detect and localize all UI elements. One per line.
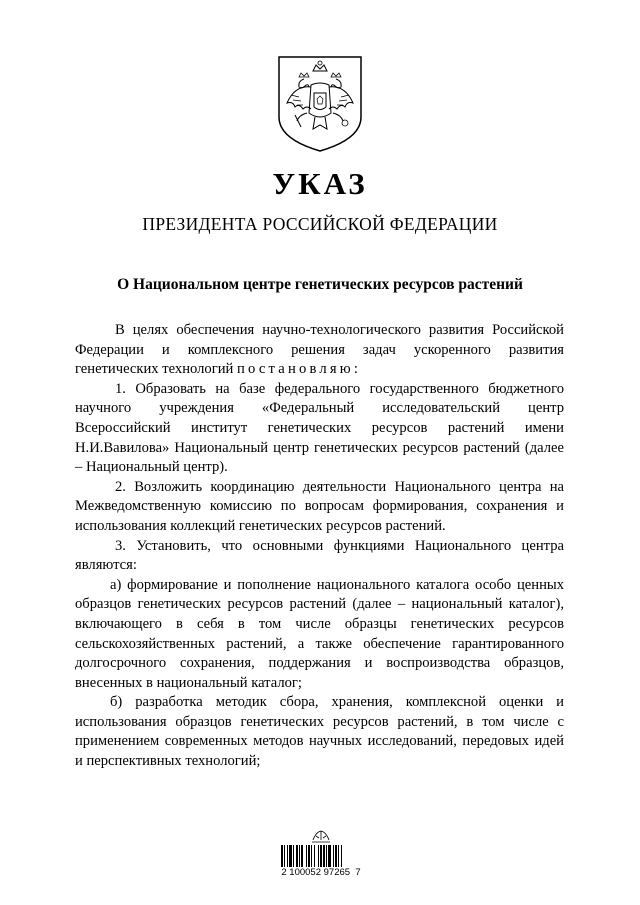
barcode-bar	[281, 845, 283, 867]
barcode-bar	[323, 845, 325, 867]
barcode-bar	[318, 845, 319, 867]
document-subtitle: ПРЕЗИДЕНТА РОССИЙСКОЙ ФЕДЕРАЦИИ	[142, 214, 498, 234]
barcode-bar	[338, 845, 339, 867]
paragraph-2: 2. Возложить координацию деятельности Национального центра на Межведомственную комиссию по вопросам формирования, сохранения и использования коллекций генетических ресурсов растений.	[75, 478, 564, 534]
barcode-bar	[296, 845, 298, 867]
paragraph-3b: б) разработка методик сбора, хранения, комплексной оценки и использования образцов генетических ресурсов растений, в том числе с применением современных методов научных исследований, передовых идей и перспективных технологий;	[75, 694, 564, 770]
barcode-number: 2 100052 97265 7	[281, 867, 361, 878]
barcode-bar	[320, 845, 322, 867]
decree-heading: О Национальном центре генетических ресурсов растений	[117, 276, 523, 293]
barcode-bar	[293, 845, 294, 867]
barcode-bar	[326, 845, 327, 867]
barcode-bar	[306, 845, 307, 867]
intro-text: В целях обеспечения научно-технологического развития Российской Федерации и комплексного решения задач ускоренного развития генетических технологий	[75, 322, 564, 378]
barcode-bar	[301, 845, 303, 867]
russian-coat-of-arms-icon	[277, 55, 363, 153]
decree-body	[75, 321, 564, 772]
barcode-bar	[289, 845, 292, 867]
barcode-bar	[284, 845, 285, 867]
paragraph-3: 3. Установить, что основными функциями Национального центра являются:	[75, 537, 564, 574]
barcode-bar	[308, 845, 310, 867]
barcode-bar	[333, 845, 334, 867]
decree-word: постановляю:	[236, 361, 362, 378]
barcode-bar	[335, 845, 337, 867]
barcode-bar	[287, 845, 288, 867]
paragraph-3a: а) формирование и пополнение национального каталога особо ценных образцов генетических ресурсов растений (далее – национальный каталог), включающего в себя в том числе образцы генетических ресурсов сельскохозяйственных растений, а также обеспечение гарантированного долгосрочного сохранения, поддержания и воспроизводства образцов, внесенных в национальный каталог;	[75, 576, 564, 691]
document-title: УКАЗ	[272, 166, 368, 201]
barcode-bar	[314, 845, 315, 867]
barcode-bar	[328, 845, 331, 867]
intro-paragraph	[75, 321, 564, 380]
barcode-icon	[281, 845, 359, 867]
barcode-bar	[311, 845, 312, 867]
barcode-bar	[341, 845, 342, 867]
barcode-bar	[299, 845, 300, 867]
small-emblem-icon	[310, 828, 332, 844]
paragraph-1: 1. Образовать на базе федерального государственного бюджетного научного учреждения «Федеральный исследовательский центр Всероссийский институт генетических ресурсов растений имени Н.И.Вавилова» Национальный центр генетических ресурсов растений (далее – Национальный центр).	[75, 380, 564, 476]
